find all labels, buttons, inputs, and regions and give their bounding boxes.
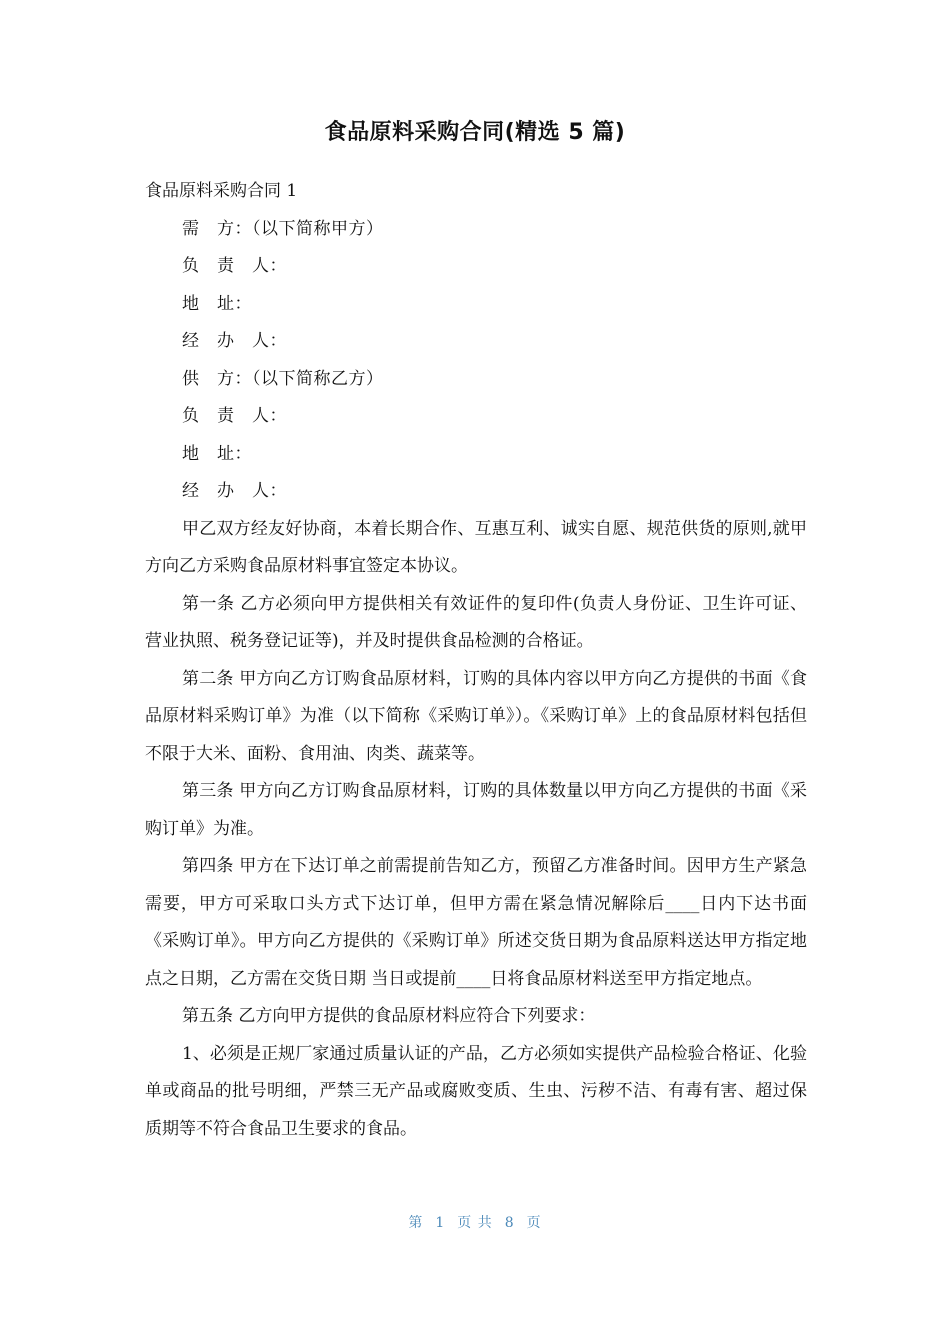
paragraph-article-1: 第一条 乙方必须向甲方提供相关有效证件的复印件(负责人身份证、卫生许可证、 营业执照、税务登记证等)，并及时提供食品检测的合格证。 bbox=[145, 593, 807, 651]
party-line-supplier: 供 方：（以下简称乙方） bbox=[182, 368, 384, 389]
page-footer bbox=[0, 1209, 950, 1237]
party-line-buyer: 需 方：（以下简称甲方） bbox=[182, 218, 384, 239]
footer-label-pages: 页 bbox=[526, 1215, 542, 1231]
paragraph-article-5-item-1: 1、必须是正规厂家通过质量认证的产品，乙方必须如实提供产品检验合格证、化验单或商品的批号明细，严禁三无产品或腐败变质、生虫、污秽不洁、有毒有害、超过保质期等不符合食品卫生要求的食品。 bbox=[145, 1043, 807, 1139]
party-line-buyer-agent: 经 办 人： bbox=[182, 331, 287, 351]
party-line-buyer-address: 地 址： bbox=[182, 293, 252, 314]
party-line-supplier-agent: 经 办 人： bbox=[182, 481, 287, 501]
footer-label-page: 第 bbox=[408, 1215, 424, 1231]
paragraph-preamble: 甲乙双方经友好协商，本着长期合作、互惠互利、诚实自愿、规范供货的原则,就甲方向乙方采购食品原材料事宜签定本协议。 bbox=[145, 518, 807, 576]
footer-label-of: 页 共 bbox=[457, 1215, 493, 1231]
paragraph-article-2: 第二条 甲方向乙方订购食品原材料，订购的具体内容以甲方向乙方提供的书面《食品原材料采购订单》为准（以下简称《采购订单》）。《采购订单》上的食品原材料包括但不限于大米、面粉、食用油、肉类、蔬菜等。 bbox=[145, 668, 807, 764]
footer-total-pages: 8 bbox=[504, 1215, 515, 1231]
document-title: 食品原料采购合同(精选 5 篇) bbox=[324, 120, 626, 145]
paragraph-article-5: 第五条 乙方向甲方提供的食品原材料应符合下列要求： bbox=[182, 1006, 596, 1026]
document-body bbox=[145, 173, 807, 1148]
section-heading: 食品原料采购合同 1 bbox=[145, 181, 298, 201]
party-line-buyer-principal: 负 责 人： bbox=[182, 256, 287, 276]
party-line-supplier-principal: 负 责 人： bbox=[182, 406, 287, 426]
paragraph-article-3: 第三条 甲方向乙方订购食品原材料，订购的具体数量以甲方向乙方提供的书面《采购订单》为准。 bbox=[145, 781, 807, 839]
paragraph-article-4: 第四条 甲方在下达订单之前需提前告知乙方，预留乙方准备时间。因甲方生产紧急需要，甲方可采取口头方式下达订单，但甲方需在紧急情况解除后____日内下达书面《采购订单》。甲方向乙方提供的《采购订单》所述交货日期为食品原料送达甲方指定地点之日期，乙方需在交货日期 当日或提前____日将食品原材料送至甲方指定地点。 bbox=[145, 856, 807, 989]
footer-current-page: 1 bbox=[435, 1215, 446, 1231]
party-line-supplier-address: 地 址： bbox=[182, 443, 252, 464]
